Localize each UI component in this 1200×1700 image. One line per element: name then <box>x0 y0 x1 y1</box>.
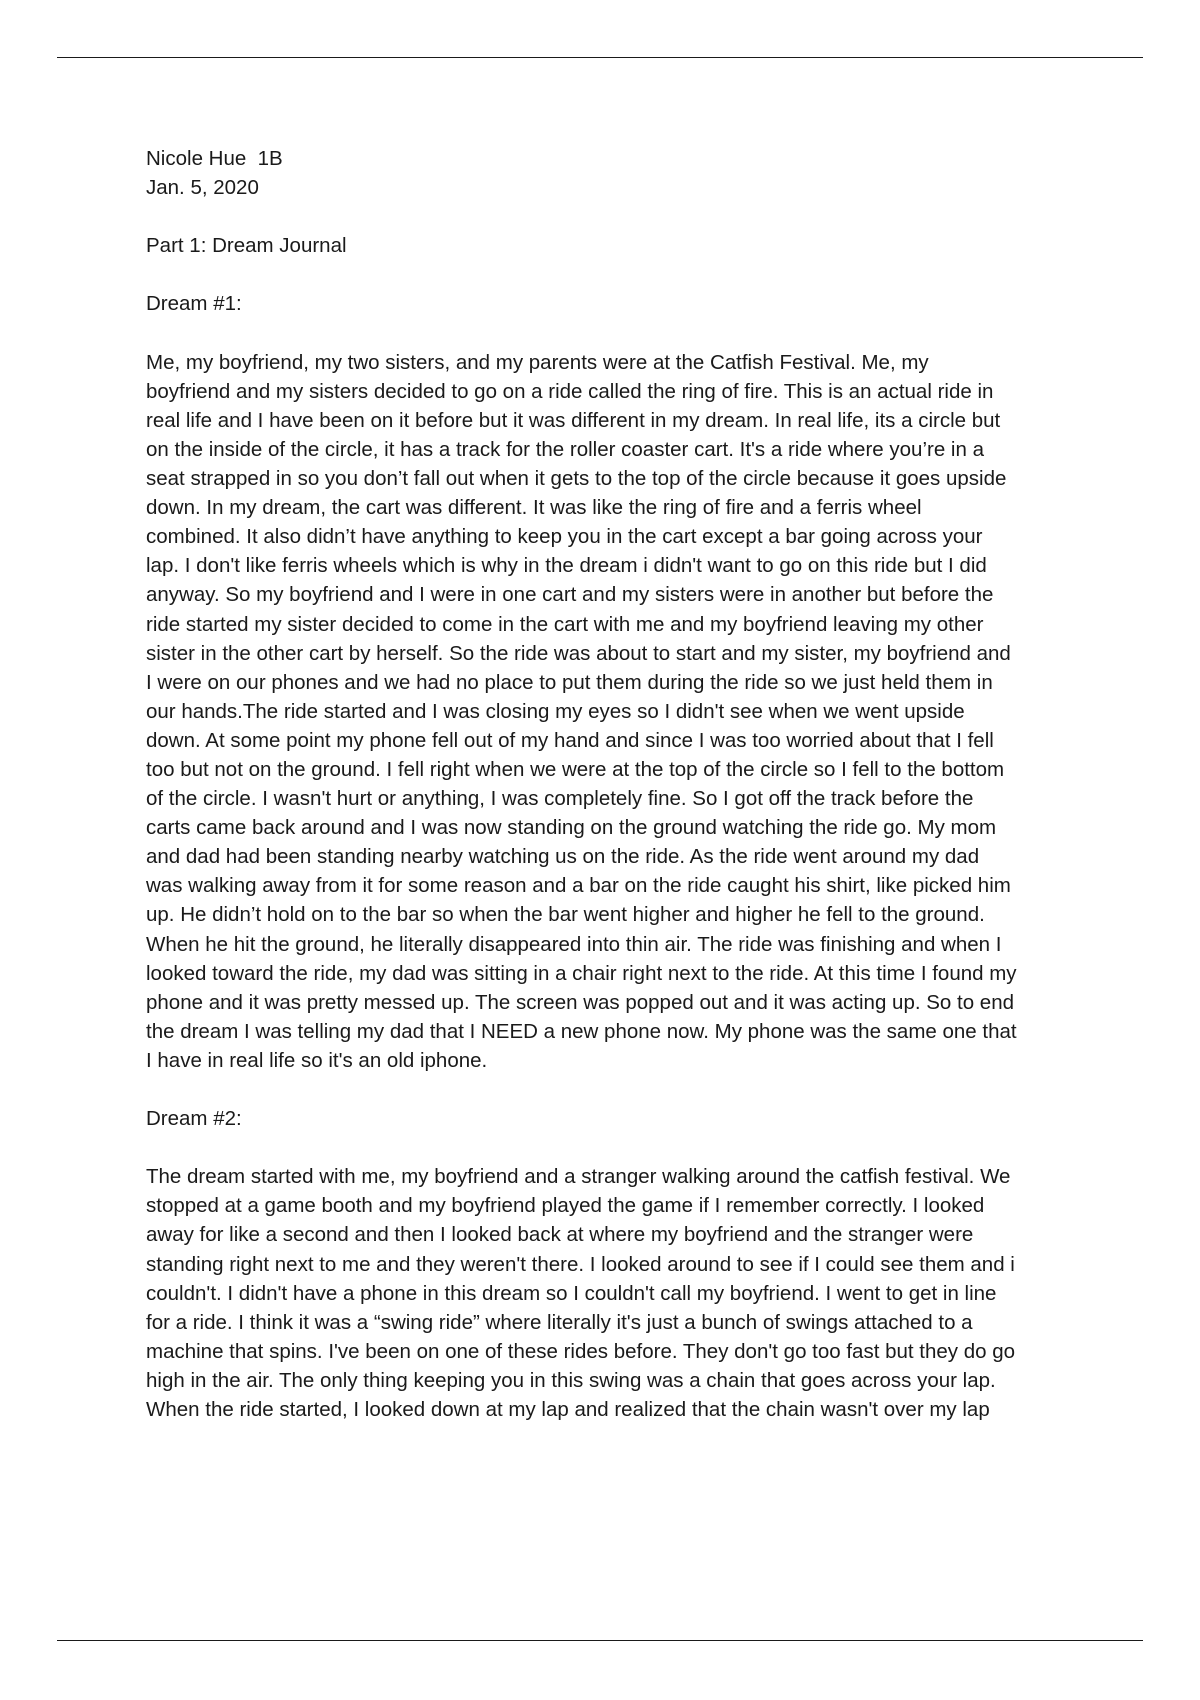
body-line: too but not on the ground. I fell right when we were at the top of the circle so I fell to the bottom <box>146 757 1005 781</box>
body-line: up. He didn’t hold on to the bar so when the bar went higher and higher he fell to the ground. <box>146 903 985 927</box>
body-line: I were on our phones and we had no place to put them during the ride so we just held them in <box>146 670 993 694</box>
body-line: Me, my boyfriend, my two sisters, and my parents were at the Catfish Festival. Me, my <box>146 350 929 374</box>
body-line: for a ride. I think it was a “swing ride” where literally it's just a bunch of swings attached to a <box>146 1310 973 1334</box>
body-line: anyway. So my boyfriend and I were in one cart and my sisters were in another but before the <box>146 583 994 607</box>
body-line: I have in real life so it's an old iphone. <box>146 1048 488 1072</box>
body-line: real life and I have been on it before but it was different in my dream. In real life, its a circle but <box>146 408 1001 432</box>
body-line: carts came back around and I was now standing on the ground watching the ride go. My mom <box>146 816 997 840</box>
spacer <box>146 319 1096 348</box>
document-page <box>146 144 1096 1424</box>
body-line: combined. It also didn’t have anything to keep you in the cart except a bar going across your <box>146 525 983 549</box>
spacer <box>146 1075 1096 1104</box>
body-line: machine that spins. I've been on one of these rides before. They don't go too fast but they do go <box>146 1339 1016 1363</box>
bottom-rule <box>57 1640 1143 1641</box>
spacer <box>146 1133 1096 1162</box>
document-title: Part 1: Dream Journal <box>146 234 347 258</box>
body-line: lap. I don't like ferris wheels which is why in the dream i didn't want to go on this ride but I did <box>146 554 987 578</box>
body-line: our hands.The ride started and I was closing my eyes so I didn't see when we went upside <box>146 699 965 723</box>
body-line: seat strapped in so you don’t fall out when it gets to the top of the circle because it goes upside <box>146 467 1007 491</box>
body-line: standing right next to me and they weren't there. I looked around to see if I could see them and i <box>146 1252 1015 1276</box>
spacer <box>146 260 1096 289</box>
body-line: couldn't. I didn't have a phone in this dream so I couldn't call my boyfriend. I went to get in line <box>146 1281 997 1305</box>
body-line: ride started my sister decided to come in the cart with me and my boyfriend leaving my other <box>146 612 984 636</box>
body-line: stopped at a game booth and my boyfriend played the game if I remember correctly. I looked <box>146 1194 985 1218</box>
date-line: Jan. 5, 2020 <box>146 176 259 200</box>
body-line: and dad had been standing nearby watching us on the ride. As the ride went around my dad <box>146 845 980 869</box>
spacer <box>146 202 1096 231</box>
body-line: high in the air. The only thing keeping you in this swing was a chain that goes across your lap. <box>146 1368 996 1392</box>
body-line: When he hit the ground, he literally disappeared into thin air. The ride was finishing and when I <box>146 932 1002 956</box>
body-line: down. In my dream, the cart was different. It was like the ring of fire and a ferris wheel <box>146 496 922 520</box>
body-line: phone and it was pretty messed up. The screen was popped out and it was acting up. So to end <box>146 990 1015 1014</box>
body-line: of the circle. I wasn't hurt or anything, I was completely fine. So I got off the track before the <box>146 787 974 811</box>
body-line: was walking away from it for some reason and a bar on the ride caught his shirt, like picked him <box>146 874 1011 898</box>
dream-2-body <box>146 1162 1096 1424</box>
body-line: away for like a second and then I looked back at where my boyfriend and the stranger were <box>146 1223 974 1247</box>
dream-2-heading: Dream #2: <box>146 1107 242 1131</box>
dream-1-heading: Dream #1: <box>146 292 242 316</box>
body-line: on the inside of the circle, it has a track for the roller coaster cart. It's a ride where you’re in a <box>146 437 984 461</box>
body-line: When the ride started, I looked down at my lap and realized that the chain wasn't over my lap <box>146 1398 990 1422</box>
body-line: down. At some point my phone fell out of my hand and since I was too worried about that I fell <box>146 728 994 752</box>
dream-1-body <box>146 348 1096 1075</box>
author-line: Nicole Hue 1B <box>146 147 283 170</box>
top-rule <box>57 57 1143 58</box>
body-line: The dream started with me, my boyfriend and a stranger walking around the catfish festival. We <box>146 1165 1011 1189</box>
body-line: the dream I was telling my dad that I NEED a new phone now. My phone was the same one that <box>146 1019 1017 1043</box>
body-line: boyfriend and my sisters decided to go on a ride called the ring of fire. This is an actual ride in <box>146 379 994 403</box>
body-line: looked toward the ride, my dad was sitting in a chair right next to the ride. At this time I found my <box>146 961 1017 985</box>
body-line: sister in the other cart by herself. So the ride was about to start and my sister, my boyfriend and <box>146 641 1011 665</box>
